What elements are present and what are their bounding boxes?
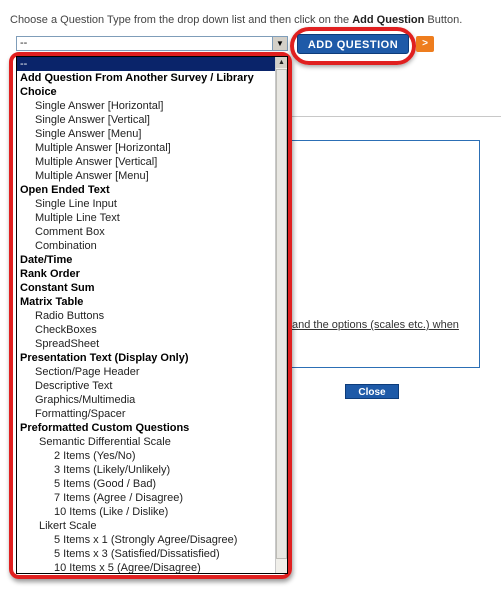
- dropdown-option[interactable]: CheckBoxes: [35, 324, 97, 336]
- dropdown-option[interactable]: Formatting/Spacer: [35, 408, 126, 420]
- option-group-header[interactable]: Matrix Table: [20, 296, 84, 308]
- option-list: [17, 57, 276, 574]
- dropdown-option[interactable]: 5 Items x 1 (Strongly Agree/Disagree): [54, 534, 238, 546]
- option-group-header[interactable]: Presentation Text (Display Only): [20, 352, 189, 364]
- dropdown-option[interactable]: Combination: [35, 240, 97, 252]
- select-value: --: [20, 37, 28, 49]
- dropdown-option[interactable]: Section/Page Header: [35, 366, 140, 378]
- dropdown-option[interactable]: --: [17, 57, 276, 71]
- background-link[interactable]: and the options (scales etc.) when: [292, 319, 459, 331]
- question-type-select[interactable]: [16, 36, 288, 51]
- option-group-header[interactable]: Rank Order: [20, 268, 80, 280]
- option-group-header[interactable]: Date/Time: [20, 254, 73, 266]
- instruction-post: Button.: [424, 14, 463, 26]
- dropdown-option[interactable]: Semantic Differential Scale: [39, 436, 171, 448]
- dropdown-option[interactable]: Likert Scale: [39, 520, 97, 532]
- option-group-header[interactable]: Constant Sum: [20, 282, 95, 294]
- option-group-header[interactable]: Choice: [20, 86, 57, 98]
- dropdown-option[interactable]: Single Answer [Horizontal]: [35, 100, 164, 112]
- scroll-up-icon[interactable]: ▲: [276, 57, 287, 68]
- divider: [290, 116, 501, 117]
- dropdown-option[interactable]: 7 Items (Agree / Disagree): [54, 492, 183, 504]
- dropdown-option[interactable]: 10 Items x 5 (Agree/Disagree): [54, 562, 201, 574]
- dropdown-option[interactable]: 5 Items x 3 (Satisfied/Dissatisfied): [54, 548, 220, 560]
- chevron-down-icon[interactable]: ▼: [272, 37, 287, 50]
- dropdown-option[interactable]: Single Line Input: [35, 198, 117, 210]
- dropdown-option[interactable]: Descriptive Text: [35, 380, 113, 392]
- next-button[interactable]: >: [416, 36, 434, 52]
- scroll-thumb[interactable]: [276, 69, 287, 559]
- dropdown-option[interactable]: Multiple Answer [Menu]: [35, 170, 149, 182]
- background-panel: [290, 140, 480, 368]
- dropdown-option[interactable]: Multiple Line Text: [35, 212, 120, 224]
- scrollbar[interactable]: [275, 57, 287, 573]
- option-group-header[interactable]: Preformatted Custom Questions: [20, 422, 190, 434]
- question-type-dropdown-list[interactable]: [16, 56, 288, 574]
- option-group-header[interactable]: Add Question From Another Survey / Library: [20, 72, 254, 84]
- dropdown-option[interactable]: SpreadSheet: [35, 338, 100, 350]
- dropdown-option[interactable]: Multiple Answer [Vertical]: [35, 156, 158, 168]
- instruction-pre: Choose a Question Type from the drop down list and then click on the: [10, 14, 353, 26]
- close-button[interactable]: Close: [345, 384, 399, 399]
- dropdown-option[interactable]: 3 Items (Likely/Unlikely): [54, 464, 171, 476]
- dropdown-option[interactable]: Single Answer [Vertical]: [35, 114, 150, 126]
- add-question-button[interactable]: ADD QUESTION: [297, 34, 409, 54]
- dropdown-option[interactable]: 5 Items (Good / Bad): [54, 478, 157, 490]
- dropdown-option[interactable]: Multiple Answer [Horizontal]: [35, 142, 171, 154]
- dropdown-option[interactable]: Comment Box: [35, 226, 105, 238]
- dropdown-option[interactable]: 10 Items (Like / Dislike): [54, 506, 169, 518]
- option-group-header[interactable]: Open Ended Text: [20, 184, 110, 196]
- dropdown-option[interactable]: Radio Buttons: [35, 310, 105, 322]
- instruction-bold: Add Question: [352, 14, 425, 26]
- instruction-text: [10, 14, 462, 26]
- dropdown-option[interactable]: Single Answer [Menu]: [35, 128, 142, 140]
- dropdown-option[interactable]: 2 Items (Yes/No): [54, 450, 136, 462]
- dropdown-option[interactable]: Graphics/Multimedia: [35, 394, 136, 406]
